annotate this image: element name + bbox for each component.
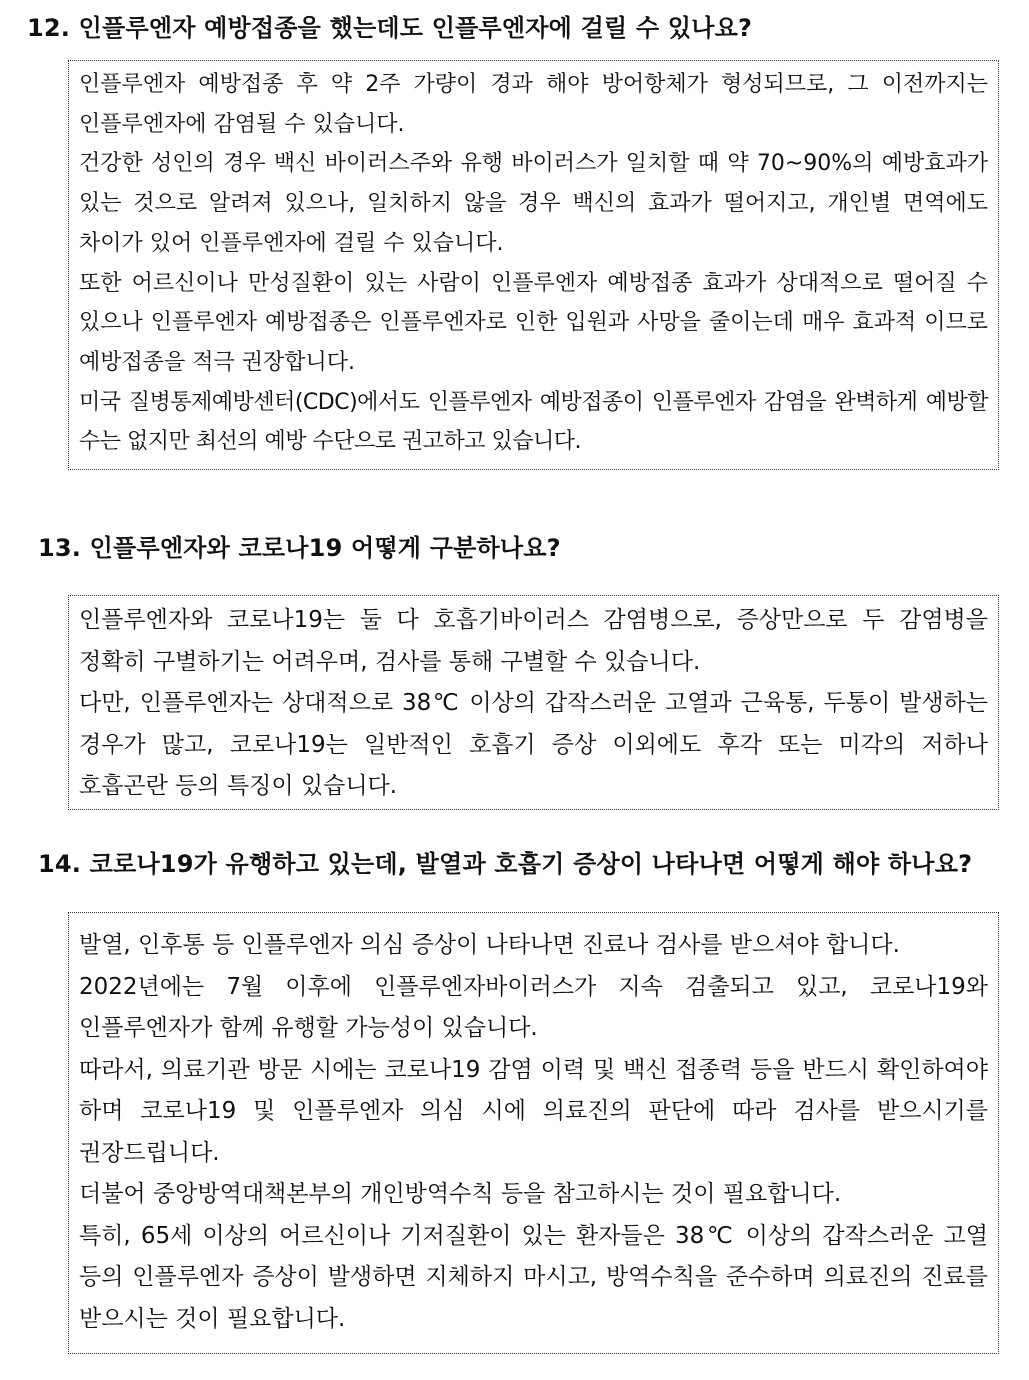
answer-14-paragraph-2: 2022년에는 7월 이후에 인플루엔자바이러스가 지속 검출되고 있고, 코로나19와 인플루엔자가 함께 유행할 가능성이 있습니다. [79,973,988,1041]
answer-12-paragraph-2: 건강한 성인의 경우 백신 바이러스주와 유행 바이러스가 일치할 때 약 70~90%의 예방효과가 있는 것으로 알려져 있으나, 일치하지 않을 경우 백신의 효과가 떨어지고, 개인별 면역에도 차이가 있어 인플루엔자에 걸릴 수 있습니다. [79,151,988,256]
answer-12-paragraph-1: 인플루엔자 예방접종 후 약 2주 가량이 경과 해야 방어항체가 형성되므로, 그 이전까지는 인플루엔자에 감염될 수 있습니다. [79,72,988,137]
question-12-heading: 12. 인플루엔자 예방접종을 했는데도 인플루엔자에 걸릴 수 있나요? [27,14,753,42]
answer-14-paragraph-4: 더불어 중앙방역대책본부의 개인방역수칙 등을 참고하시는 것이 필요합니다. [79,1181,842,1207]
answer-13-paragraph-2: 다만, 인플루엔자는 상대적으로 38℃ 이상의 갑작스러운 고열과 근육통, 두통이 발생하는 경우가 많고, 코로나19는 일반적인 호흡기 증상 이외에도 후각 또는 미각의 저하나 호흡곤란 등의 특징이 있습니다. [79,690,988,799]
answer-14-paragraph-5: 특히, 65세 이상의 어르신이나 기저질환이 있는 환자들은 38℃ 이상의 갑작스러운 고열 등의 인플루엔자 증상이 발생하면 지체하지 마시고, 방역수칙을 준수하며 의료진의 진료를 받으시는 것이 필요합니다. [79,1222,988,1332]
question-13-heading: 13. 인플루엔자와 코로나19 어떻게 구분하나요? [38,534,561,562]
question-14-heading: 14. 코로나19가 유행하고 있는데, 발열과 호흡기 증상이 나타나면 어떻게 해야 하나요? [38,850,973,878]
answer-12-paragraph-3: 또한 어르신이나 만성질환이 있는 사람이 인플루엔자 예방접종 효과가 상대적으로 떨어질 수 있으나 인플루엔자 예방접종은 인플루엔자로 인한 입원과 사망을 줄이는데 매우 효과적 이므로 예방접종을 적극 권장합니다. [79,270,988,375]
answer-14-box [68,912,999,1354]
answer-12-box [68,60,999,470]
answer-13-paragraph-1: 인플루엔자와 코로나19는 둘 다 호흡기바이러스 감염병으로, 증상만으로 두 감염병을 정확히 구별하기는 어려우며, 검사를 통해 구별할 수 있습니다. [79,607,988,675]
answer-14-paragraph-1: 발열, 인후통 등 인플루엔자 의심 증상이 나타나면 진료나 검사를 받으셔야 합니다. [79,932,900,958]
answer-14-paragraph-3: 따라서, 의료기관 방문 시에는 코로나19 감염 이력 및 백신 접종력 등을 반드시 확인하여야 하며 코로나19 및 인플루엔자 의심 시에 의료진의 판단에 따라 검사를 받으시기를 권장드립니다. [79,1056,988,1166]
answer-12-paragraph-4: 미국 질병통제예방센터(CDC)에서도 인플루엔자 예방접종이 인플루엔자 감염을 완벽하게 예방할 수는 없지만 최선의 예방 수단으로 권고하고 있습니다. [79,389,988,455]
answer-13-box [68,595,999,810]
